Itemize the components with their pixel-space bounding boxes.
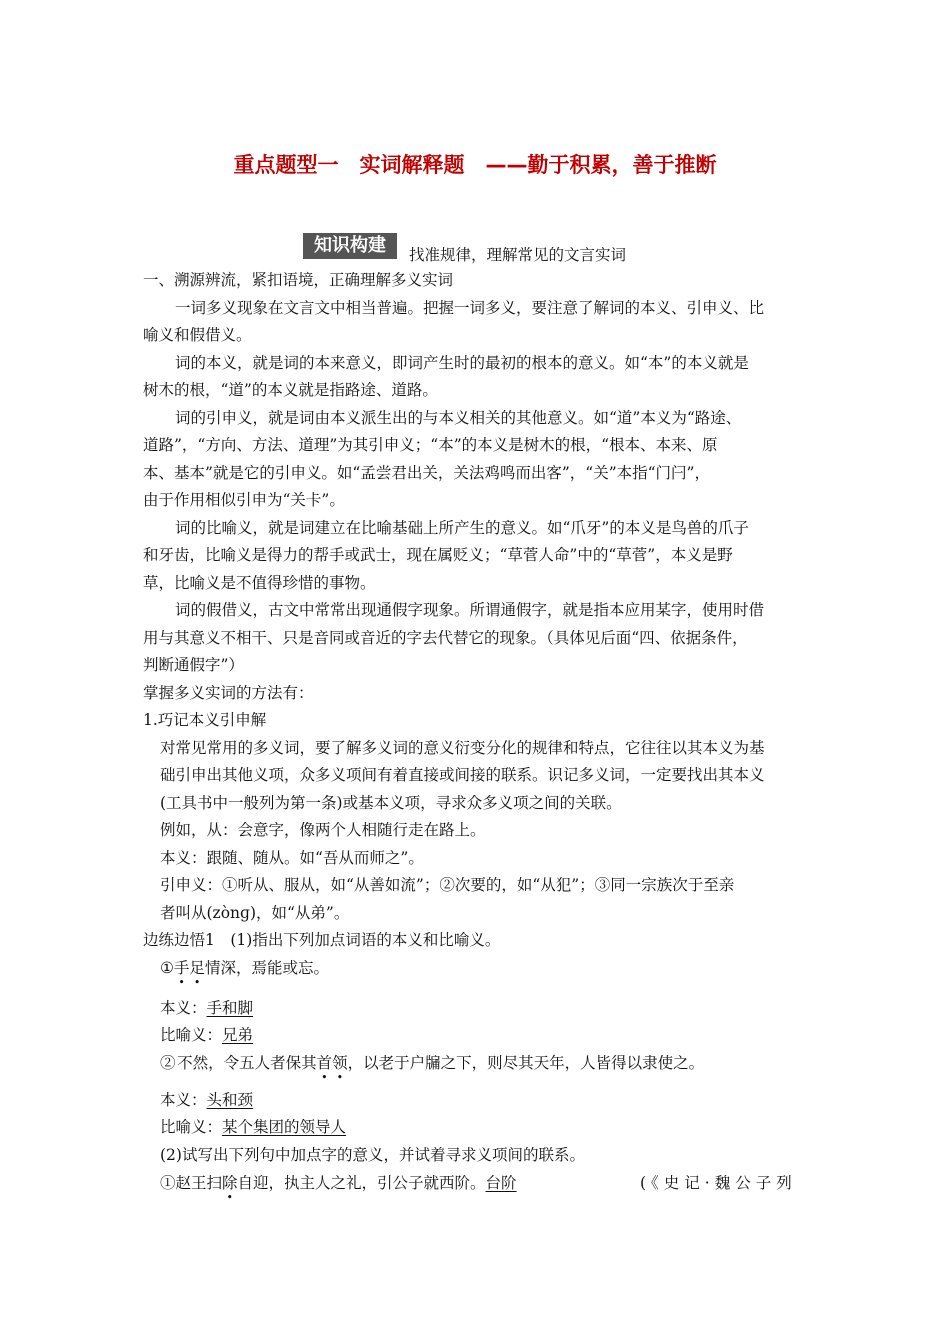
paragraph-line: 词的比喻义，就是词建立在比喻基础上所产生的意义。如“爪牙”的本义是鸟兽的爪子 [175,519,749,537]
answer-line [160,1024,253,1046]
paragraph-line: 例如，从：会意字，像两个人相随行走在路上。 [160,821,486,839]
page-title: 重点题型一 实词解释题 ——勤于积累，善于推断 [233,153,717,177]
sentence-text: 不然，令五人者保其 [177,1054,317,1072]
dotted-char: 领 [332,1054,348,1072]
paragraph-line: 本义：跟随、随从。如“吾从而师之”。 [160,849,424,867]
dotted-char: 手 [173,959,190,977]
answer-line [160,1116,346,1138]
paragraph-line: 由于作用相似引申为“关卡”。 [143,491,345,509]
source-citation: (《史记·魏公子列 [640,1174,797,1192]
answer-label: 比喻义： [160,1118,223,1136]
exercise-number: ① [160,959,174,977]
paragraph-line: 础引申出其他义项，众多义项间有着直接或间接的联系。识记多义词，一定要找出其本义 [160,766,765,784]
paragraph-line: 掌握多义实词的方法有： [143,684,314,702]
answer-fill: 头和颈 [206,1091,254,1109]
dotted-char: 除 [222,1174,238,1192]
paragraph-line: 者叫从(zònɡ)，如“从弟”。 [160,904,350,922]
paragraph-line: 词的本义，就是词的本来意义，即词产生时的最初的根本的意义。如“本”的本义就是 [175,354,749,372]
answer-fill: 兄弟 [222,1026,254,1044]
exercise-sentence [160,1052,704,1074]
paragraph-line: (工具书中一般列为第一条)或基本义项，寻求众多义项之间的关联。 [160,794,622,812]
exercise-sentence [160,957,329,979]
answer-line [160,997,253,1019]
dotted-char: 足 [189,959,205,977]
paragraph-line: 本、基本”就是它的引申义。如“孟尝君出关，关法鸡鸣而出客”，“关”本指“门闩”， [143,464,710,482]
paragraph-line: 词的假借义，古文中常常出现通假字现象。所谓通假字，就是指本应用某字，使用时借 [175,601,765,619]
answer-label: 本义： [160,999,207,1017]
dotted-char: 首 [316,1054,333,1072]
answer-line [160,1089,253,1111]
exercise-sentence [160,1172,517,1194]
answer-fill: 某个集团的领导人 [222,1118,347,1136]
paragraph-line: 用与其意义不相干、只是音同或音近的字去代替它的现象。（具体见后面“四、依据条件， [143,629,748,647]
subheading: 1.巧记本义引申解 [143,711,267,729]
paragraph-line: 词的引申义，就是词由本义派生出的与本义相关的其他意义。如“道”本义为“路途、 [175,409,742,427]
sentence-text: ①赵王扫 [160,1174,223,1192]
badge-caption: 找准规律，理解常见的文言实词 [409,246,627,264]
paragraph-line: 和牙齿，比喻义是得力的帮手或武士，现在属贬义；“草菅人命”中的“草菅”，本义是野 [143,546,733,564]
sentence-rest: 自迎，执主人之礼，引公子就西阶。 [237,1174,486,1192]
paragraph-line: 喻义和假借义。 [143,326,252,344]
paragraph-line: 道路”，“方向、方法、道理”为其引申义；“本”的本义是树木的根，“根本、本来、原 [143,436,718,454]
paragraph-line: 草，比喻义是不值得珍惜的事物。 [143,574,376,592]
exercise-heading: 边练边悟1 (1)指出下列加点词语的本义和比喻义。 [143,931,501,949]
paragraph-line: 判断通假字”） [143,656,244,674]
answer-fill: 手和脚 [206,999,254,1017]
section-heading: 一、溯源辨流，紧扣语境，正确理解多义实词 [143,271,454,289]
sentence-rest: ，以老于户牖之下，则尽其天年，人皆得以隶使之。 [347,1054,705,1072]
exercise-question: (2)试写出下列句中加点字的意义，并试着寻求义项间的联系。 [160,1146,585,1164]
sentence-rest: 情深，焉能或忘。 [204,959,329,977]
paragraph-line: 一词多义现象在文言文中相当普遍。把握一词多义，要注意了解词的本义、引申义、比 [175,299,765,317]
section-badge: 知识构建 [303,233,397,259]
answer-label: 比喻义： [160,1026,223,1044]
answer-fill: 台阶 [485,1174,517,1192]
paragraph-line: 引申义：①听从、服从，如“从善如流”；②次要的，如“从犯”；③同一宗族次于至亲 [160,876,735,894]
paragraph-line: 对常见常用的多义词，要了解多义词的意义衍变分化的规律和特点，它往往以其本义为基 [160,739,765,757]
exercise-number: ② [160,1054,176,1072]
paragraph-line: 树木的根，“道”的本义就是指路途、道路。 [143,381,438,399]
answer-label: 本义： [160,1091,207,1109]
